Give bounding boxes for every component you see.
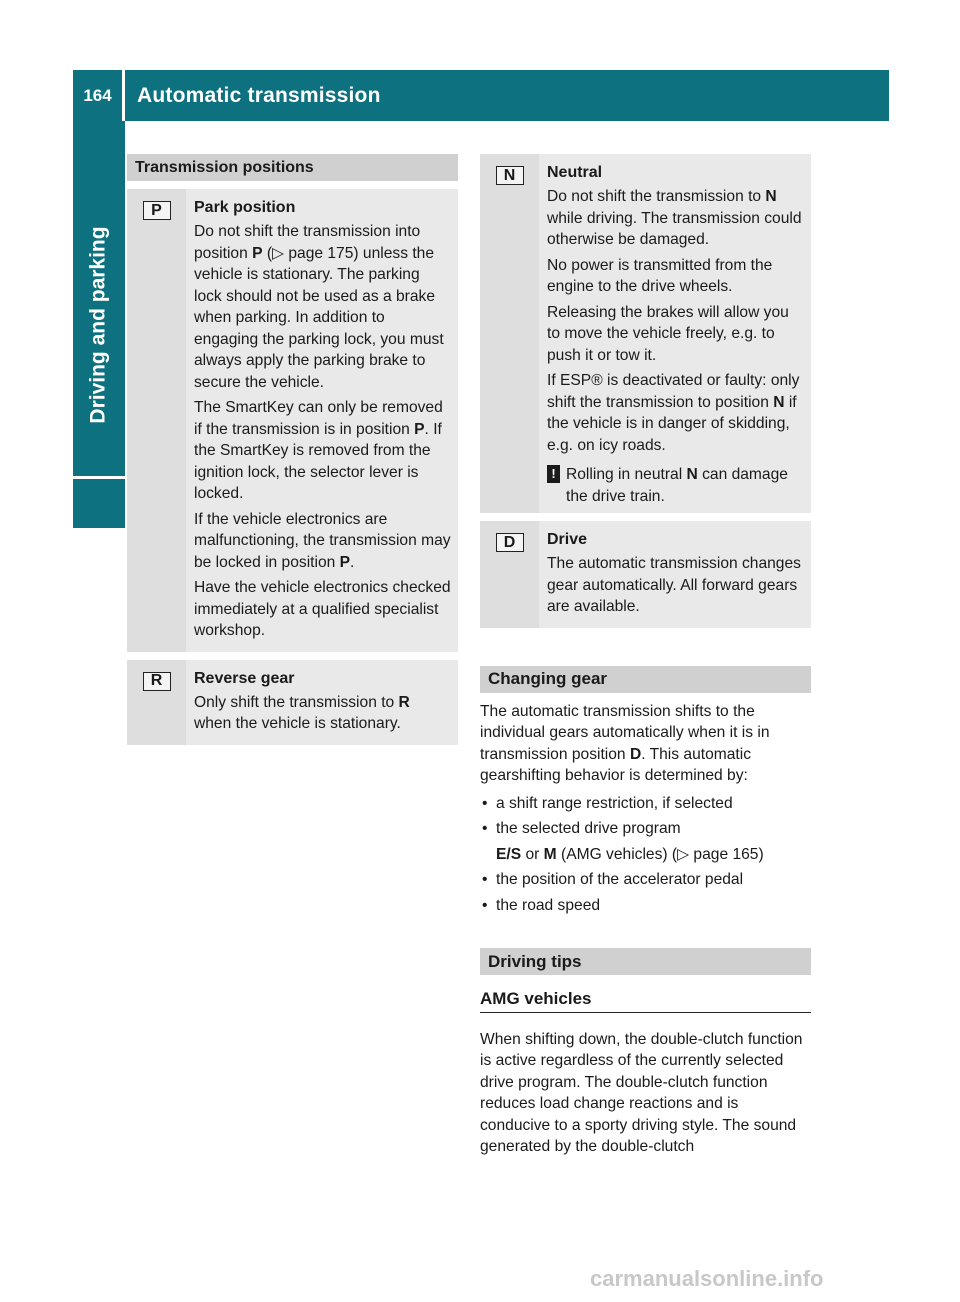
watermark: carmanualsonline.info bbox=[590, 1266, 824, 1291]
d-key-icon: D bbox=[496, 533, 524, 552]
amg-vehicles-subheading: AMG vehicles bbox=[480, 988, 811, 1013]
warning-text: Rolling in neutral N can damage the drive train. bbox=[566, 466, 788, 505]
page-header bbox=[73, 70, 889, 121]
warning-note bbox=[547, 464, 804, 507]
shift-factors-list bbox=[480, 793, 811, 917]
driving-tips-heading: Driving tips bbox=[480, 948, 811, 975]
list-item: • the selected drive program E/S or M (AMG vehicles) (▷ page 165) bbox=[480, 818, 811, 865]
right-column bbox=[480, 154, 811, 1158]
list-item: • the position of the accelerator pedal bbox=[480, 869, 811, 891]
row-paragraph: Do not shift the transmission to N while driving. The transmission could otherwise be damaged. bbox=[547, 188, 802, 248]
table-title: Transmission positions bbox=[127, 154, 458, 181]
position-row-n bbox=[480, 154, 811, 513]
row-paragraph: The SmartKey can only be removed if the transmission is in position P. If the SmartKey is removed from the ignition lock, the selector lever is locked. bbox=[194, 399, 443, 502]
row-paragraph: If ESP® is deactivated or faulty: only shift the transmission to position N if the vehicle is in danger of skidding, e.g. on icy roads. bbox=[547, 372, 800, 454]
row-paragraph: Do not shift the transmission into position P (▷ page 175) unless the vehicle is stationary. The parking lock should not be used as a brake when parking. In addition to engaging the parking lock, you must always apply the parking brake to secure the vehicle. bbox=[194, 223, 444, 391]
n-key-icon: N bbox=[496, 166, 524, 185]
position-row-p bbox=[127, 189, 458, 652]
row-paragraph: Have the vehicle electronics checked immediately at a qualified specialist workshop. bbox=[194, 579, 451, 639]
row-paragraph: If the vehicle electronics are malfunctioning, the transmission may be locked in position P. bbox=[194, 510, 451, 571]
chapter-title: Automatic transmission bbox=[137, 83, 381, 107]
position-row-d bbox=[480, 521, 811, 628]
p-key-icon: P bbox=[143, 201, 171, 220]
left-column bbox=[127, 154, 458, 745]
driving-tips-text: When shifting down, the double-clutch function is active regardless of the currently selected drive program. The double-clutch function reduces load change reactions and is conducive to a sporty driving style. The sound generated by the double-clutch bbox=[480, 1030, 803, 1155]
changing-gear-heading: Changing gear bbox=[480, 666, 811, 693]
r-key-icon: R bbox=[143, 672, 171, 691]
changing-gear-intro: The automatic transmission shifts to the individual gears automatically when it is in transmission position D. This automatic gearshifting behavior is determined by: bbox=[480, 702, 770, 784]
side-tab bbox=[73, 121, 125, 528]
row-title: Drive bbox=[547, 531, 588, 548]
list-item: • a shift range restriction, if selected bbox=[480, 793, 811, 815]
row-paragraph: Releasing the brakes will allow you to move the vehicle freely, e.g. to push it or tow it. bbox=[547, 303, 789, 364]
row-paragraph: The automatic transmission changes gear automatically. All forward gears are available. bbox=[547, 555, 801, 615]
row-title: Reverse gear bbox=[194, 669, 295, 687]
warning-icon: ! bbox=[547, 465, 560, 483]
position-row-r bbox=[127, 660, 458, 745]
row-title: Neutral bbox=[547, 164, 603, 181]
side-tab-label: Driving and parking bbox=[87, 225, 111, 424]
row-paragraph: No power is transmitted from the engine to the drive wheels. bbox=[547, 256, 773, 295]
row-title: Park position bbox=[194, 199, 296, 216]
row-paragraph: Only shift the transmission to R when the vehicle is stationary. bbox=[194, 693, 410, 732]
page-number: 164 bbox=[73, 70, 125, 121]
list-item: • the road speed bbox=[480, 895, 811, 917]
side-tab-marker bbox=[73, 476, 125, 528]
